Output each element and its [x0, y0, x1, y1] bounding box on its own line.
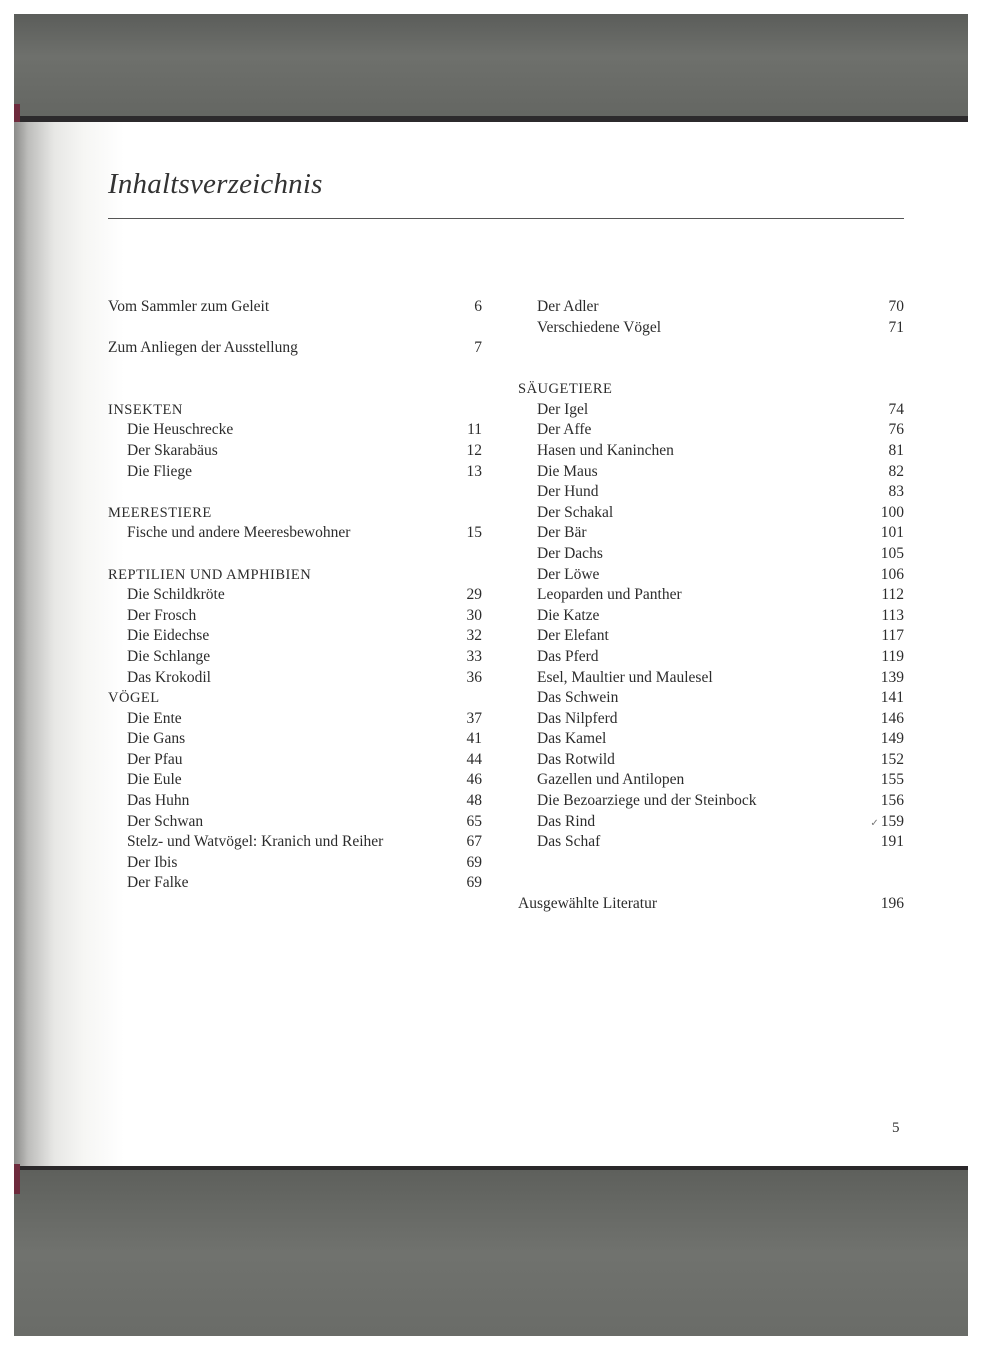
toc-entry-page: 196	[880, 895, 904, 913]
toc-entry-page: 29	[466, 586, 482, 604]
toc-entry[interactable]	[108, 853, 482, 874]
toc-entry-page: 30	[466, 606, 482, 624]
toc-entry-page: 11	[467, 421, 482, 439]
toc-entry[interactable]	[108, 297, 482, 318]
toc-entry[interactable]	[518, 606, 904, 627]
toc-entry[interactable]	[108, 338, 482, 359]
spine-mark-top	[14, 104, 20, 122]
toc-entry-page-number: 141	[880, 689, 904, 707]
toc-entry-label: Fische und andere Meeresbewohner	[127, 524, 351, 542]
toc-entry-page	[870, 709, 904, 730]
toc-entry[interactable]	[518, 647, 904, 668]
toc-entry-page	[870, 812, 904, 835]
toc-entry[interactable]	[518, 668, 904, 689]
toc-entry-label: Das Rotwild	[537, 750, 615, 768]
toc-entry-literatur[interactable]	[518, 894, 904, 915]
toc-entry-label: Die Gans	[127, 730, 186, 748]
toc-entry-label: Die Katze	[537, 606, 600, 624]
toc-entry-label: Das Krokodil	[127, 668, 211, 686]
toc-entry-page	[870, 626, 904, 647]
toc-entry-page: 69	[466, 853, 482, 871]
toc-entry-label: Das Rind	[537, 812, 596, 830]
toc-entry-page-number: 155	[880, 771, 904, 789]
toc-entry-page-number: 113	[881, 606, 904, 624]
toc-entry-page-number: 191	[880, 833, 904, 851]
toc-entry-label: Stelz- und Watvögel: Kranich und Reiher	[127, 833, 384, 851]
toc-entry-label: Der Hund	[537, 483, 599, 501]
toc-entry-page	[870, 688, 904, 709]
section-heading-saeugetiere: SÄUGETIERE	[518, 381, 613, 398]
toc-entry-label: Die Ente	[127, 709, 182, 727]
toc-entry-label: Die Bezoarziege und der Steinbock	[537, 792, 757, 810]
toc-entry-page-number: 139	[880, 668, 904, 686]
toc-entry[interactable]	[108, 832, 482, 853]
toc-entry[interactable]	[518, 318, 904, 339]
toc-entry-page	[870, 832, 904, 853]
toc-entry-label: Der Igel	[537, 400, 589, 418]
toc-entry[interactable]	[108, 441, 482, 462]
toc-entry[interactable]	[518, 482, 904, 503]
toc-entry[interactable]	[518, 400, 904, 421]
toc-entry-page-number: 119	[881, 647, 904, 665]
toc-entry-label: Der Adler	[537, 298, 599, 315]
toc-entry-page	[870, 729, 904, 750]
toc-entry[interactable]	[108, 606, 482, 627]
toc-entry[interactable]	[108, 647, 482, 668]
page-title: Inhaltsverzeichnis	[108, 168, 323, 200]
toc-entry-page-number: 82	[888, 462, 904, 480]
toc-entry-label: Das Kamel	[537, 730, 607, 748]
toc-entry[interactable]	[518, 791, 904, 812]
toc-entry-page	[870, 523, 904, 544]
toc-entry-label: Der Frosch	[127, 606, 197, 624]
toc-entry-page	[870, 503, 904, 524]
toc-entry-label: Die Heuschrecke	[127, 421, 234, 439]
toc-entry[interactable]	[518, 770, 904, 791]
toc-entry-page	[870, 750, 904, 771]
toc-entry[interactable]	[518, 544, 904, 565]
toc-entry-label: Der Falke	[127, 874, 189, 892]
section-heading-voegel: VÖGEL	[108, 690, 160, 707]
toc-entry-label: Der Schakal	[537, 503, 614, 521]
toc-entry[interactable]	[518, 441, 904, 462]
toc-entry-page: 37	[466, 709, 482, 727]
toc-left-column	[108, 297, 482, 894]
toc-entry-page	[870, 420, 904, 441]
toc-entry-label: Der Schwan	[127, 812, 204, 830]
toc-entry-page	[870, 791, 904, 812]
toc-entry-label: Das Schwein	[537, 689, 619, 707]
toc-entry-label: Das Schaf	[537, 833, 601, 851]
toc-entry[interactable]	[518, 565, 904, 586]
toc-entry-page	[870, 585, 904, 606]
toc-entry[interactable]	[108, 791, 482, 812]
toc-entry-page-number: 159	[880, 812, 904, 830]
toc-entry-label: Der Skarabäus	[127, 441, 218, 459]
toc-entry-label: Der Ibis	[127, 853, 178, 871]
toc-entry-page: 70	[888, 298, 904, 315]
toc-entry-label: Der Affe	[537, 421, 592, 439]
toc-entry-label: Verschiedene Vögel	[537, 318, 662, 336]
toc-entry-page	[870, 647, 904, 668]
toc-entry-page	[870, 770, 904, 791]
toc-entry-page	[870, 544, 904, 565]
toc-entry-page-number: 81	[888, 441, 904, 459]
toc-entry-label: Vom Sammler zum Geleit	[108, 298, 270, 315]
toc-entry[interactable]	[108, 626, 482, 647]
toc-entry-page-number: 112	[881, 586, 904, 604]
toc-entry-label: Esel, Maultier und Maulesel	[537, 668, 713, 686]
toc-entry-page: 71	[888, 318, 904, 336]
toc-entry[interactable]	[108, 523, 482, 544]
toc-entry[interactable]	[518, 503, 904, 524]
toc-entry[interactable]	[518, 832, 904, 853]
toc-entry[interactable]	[108, 668, 482, 689]
toc-entry[interactable]	[518, 297, 904, 318]
toc-entry[interactable]	[518, 812, 904, 833]
toc-entry[interactable]	[108, 873, 482, 894]
toc-entry-page-number: 117	[881, 627, 904, 645]
toc-entry-page: 48	[466, 792, 482, 810]
toc-entry-page: 33	[466, 647, 482, 665]
toc-entry-page-number: 76	[888, 421, 904, 439]
toc-entry[interactable]	[108, 462, 482, 483]
mammal-list	[518, 400, 904, 853]
pencil-tick-mark: ✓	[870, 817, 879, 829]
section-heading-meerestiere: MEERESTIERE	[108, 504, 212, 521]
toc-entry-page-number: 100	[880, 503, 904, 521]
toc-entry-label: Die Maus	[537, 462, 598, 480]
toc-entry-page	[870, 668, 904, 689]
toc-entry-label: Die Fliege	[127, 462, 192, 480]
toc-entry-page: 13	[466, 462, 482, 480]
toc-entry-label: Zum Anliegen der Ausstellung	[108, 339, 298, 357]
toc-entry-page-number: 146	[880, 709, 904, 727]
toc-entry[interactable]	[108, 750, 482, 771]
toc-entry[interactable]	[518, 750, 904, 771]
toc-entry[interactable]	[518, 523, 904, 544]
toc-entry-label: Die Eidechse	[127, 627, 210, 645]
toc-entry[interactable]	[518, 420, 904, 441]
toc-entry-label: Der Dachs	[537, 544, 603, 562]
toc-entry-label: Das Huhn	[127, 792, 190, 810]
toc-entry-page-number: 83	[888, 483, 904, 501]
toc-entry-label: Das Nilpferd	[537, 709, 618, 727]
toc-entry-page	[870, 482, 904, 503]
toc-entry-label: Hasen und Kaninchen	[537, 441, 674, 459]
toc-entry-page-number: 101	[880, 524, 904, 542]
toc-entry-page-number: 105	[880, 544, 904, 562]
section-heading-reptilien: REPTILIEN UND AMPHIBIEN	[108, 566, 312, 583]
toc-entry-page: 46	[466, 771, 482, 789]
toc-entry-label: Der Elefant	[537, 627, 609, 645]
toc-entry-page	[870, 565, 904, 586]
toc-entry[interactable]	[518, 585, 904, 606]
toc-entry-label: Gazellen und Antilopen	[537, 771, 685, 789]
toc-entry-page-number: 156	[880, 792, 904, 810]
toc-entry-label: Die Eule	[127, 771, 182, 789]
toc-entry[interactable]	[518, 626, 904, 647]
toc-entry[interactable]	[108, 709, 482, 730]
toc-entry-page: 44	[466, 750, 482, 768]
toc-entry[interactable]	[108, 812, 482, 833]
toc-entry-label: Der Löwe	[537, 565, 600, 583]
toc-entry-page: 36	[466, 668, 482, 686]
spine-mark-bottom	[14, 1164, 20, 1194]
scan-border-bottom	[14, 1170, 968, 1336]
toc-entry-label: Das Pferd	[537, 647, 599, 665]
toc-entry-label: Die Schlange	[127, 647, 211, 665]
toc-entry-page: 15	[466, 524, 482, 542]
toc-entry[interactable]	[108, 585, 482, 606]
toc-entry-page	[870, 400, 904, 421]
toc-entry-page-number: 74	[888, 400, 904, 418]
toc-entry-page: 65	[466, 812, 482, 830]
toc-entry-label: Die Schildkröte	[127, 586, 225, 604]
toc-right-column	[518, 297, 904, 915]
toc-entry-page-number: 106	[880, 565, 904, 583]
toc-entry-label: Leoparden und Panther	[537, 586, 682, 604]
toc-entry-page	[870, 606, 904, 627]
toc-entry-page	[870, 462, 904, 483]
toc-entry[interactable]	[518, 462, 904, 483]
toc-entry-label: Ausgewählte Literatur	[518, 895, 658, 913]
toc-entry-label: Der Bär	[537, 524, 587, 542]
toc-entry[interactable]	[518, 688, 904, 709]
toc-entry-page: 32	[466, 627, 482, 645]
page-number: 5	[892, 1120, 900, 1136]
toc-entry[interactable]	[108, 729, 482, 750]
toc-entry-page-number: 152	[880, 750, 904, 768]
toc-entry-page: 67	[466, 833, 482, 851]
toc-entry-page: 12	[466, 441, 482, 459]
title-rule	[108, 218, 904, 219]
toc-entry-page-number: 149	[880, 730, 904, 748]
toc-entry-page: 7	[474, 339, 482, 357]
scan-border-top	[14, 14, 968, 120]
section-heading-insekten: INSEKTEN	[108, 401, 183, 418]
toc-entry-page	[870, 441, 904, 462]
toc-entry[interactable]	[518, 709, 904, 730]
toc-entry-label: Der Pfau	[127, 750, 183, 768]
toc-entry[interactable]	[108, 770, 482, 791]
toc-entry[interactable]	[518, 729, 904, 750]
toc-entry[interactable]	[108, 420, 482, 441]
toc-entry-page: 41	[466, 730, 482, 748]
toc-entry-page: 6	[474, 298, 482, 315]
toc-entry-page: 69	[466, 874, 482, 892]
